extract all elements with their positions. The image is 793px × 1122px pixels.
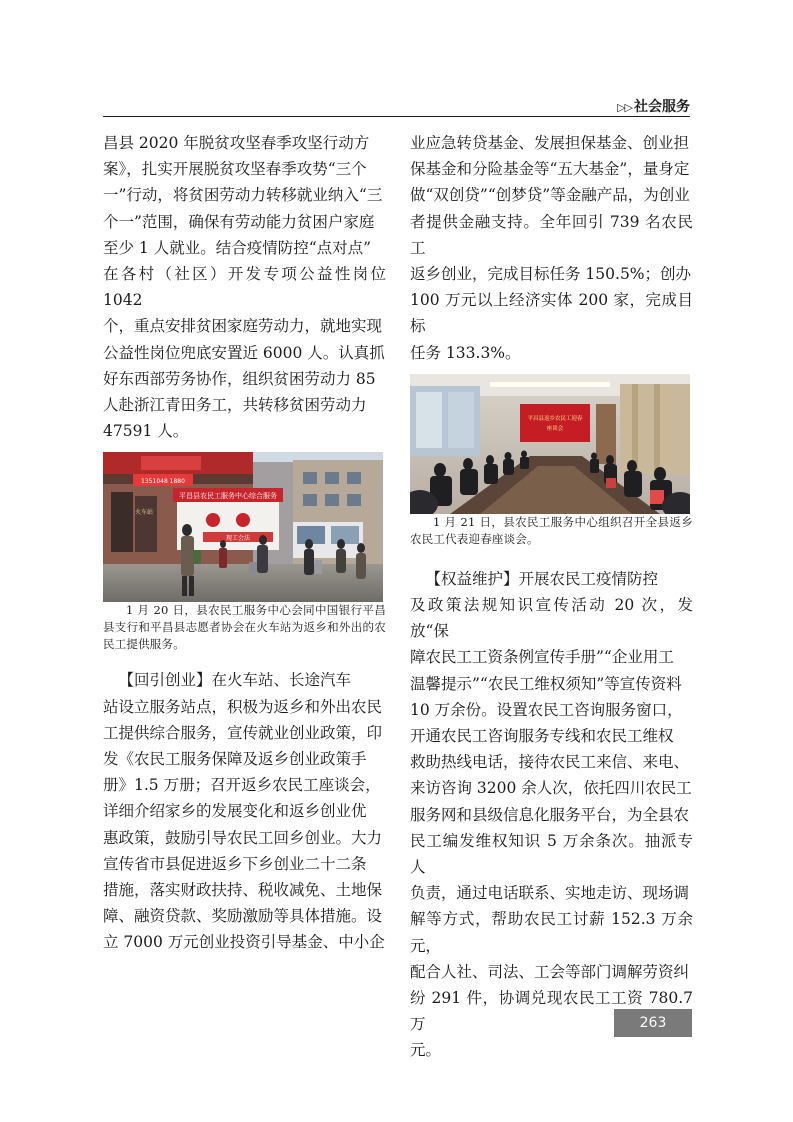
text-line: 返乡创业，完成目标任务 150.5%；创办 xyxy=(410,265,692,284)
text-line: 人赴浙江青田务工，共转移贫困劳动力 xyxy=(103,396,367,415)
left-paragraph-2 xyxy=(103,667,386,955)
meeting-photo xyxy=(410,374,690,514)
text-line: 任务 133.3%。 xyxy=(410,343,521,362)
screen-text-line2: 座谈会 xyxy=(546,425,564,432)
text-line: 在各村（社区）开发专项公益性岗位 1042 xyxy=(103,265,386,310)
text-line: 10 万余份。设置农民工咨询服务窗口， xyxy=(410,700,683,719)
section-title: 社会服务 xyxy=(634,99,690,115)
double-triangle-icon: ▷▷ xyxy=(617,101,632,114)
text-line: 元。 xyxy=(410,1041,442,1060)
text-line: 47591 人。 xyxy=(103,422,189,441)
section-header xyxy=(617,96,690,116)
text-line: 站设立服务站点，积极为返乡和外出农民 xyxy=(103,697,383,716)
text-line: 障农民工工资条例宣传手册”“企业用工 xyxy=(410,648,674,667)
text-line: 册》1.5 万册；召开返乡农民工座谈会， xyxy=(103,776,381,795)
page-number: 263 xyxy=(614,1009,692,1037)
text-line: 措施，落实财政扶持、税收减免、土地保 xyxy=(103,881,383,900)
right-paragraph-1 xyxy=(410,130,693,366)
banner-text: 平昌县农民工服务中心综合服务 xyxy=(179,492,277,501)
text-line: 来访咨询 3200 余人次，依托四川农民工 xyxy=(410,779,692,798)
text-line: 负责，通过电话联系、实地走访、现场调 xyxy=(410,884,690,903)
right-paragraph-2 xyxy=(410,566,693,1064)
text-line: 发《农民工服务保障及返乡创业政策手 xyxy=(103,750,367,769)
text-line: 做“双创贷”“创梦贷”等金融产品，为创业 xyxy=(410,186,690,205)
board-text: 现工会法 xyxy=(225,535,251,543)
text-line: 民工编发维权知识 5 万余条次。抽派专人 xyxy=(410,831,693,877)
text-line: 宣传省市县促进返乡下乡创业二十二条 xyxy=(103,854,367,873)
text-line: 开通农民工咨询服务专线和农民工维权 xyxy=(410,727,674,746)
text-line: 及政策法规知识宣传活动 20 次，发放“保 xyxy=(410,596,693,641)
text-line: 服务网和县级信息化服务平台，为全县农 xyxy=(410,805,690,824)
text-line: 100 万元以上经济实体 200 家，完成目标 xyxy=(410,291,693,336)
text-line: 解等方式，帮助农民工讨薪 152.3 万余元， xyxy=(410,910,693,955)
text-line: 开展农民工疫情防控 xyxy=(518,569,659,588)
text-line: 业应急转贷基金、发展担保基金、创业担 xyxy=(410,134,690,152)
text-line: 至少 1 人就业。结合疫情防控“点对点” xyxy=(103,238,372,257)
text-line: 惠政策，鼓励引导农民工回乡创业。大力 xyxy=(103,828,383,847)
text-line: 在火车站、长途汽车 xyxy=(211,671,352,690)
left-column xyxy=(103,130,386,956)
text-line: 公益性岗位兜底安置近 6000 人。认真抓 xyxy=(103,343,385,362)
screen-text-line1: 平昌县返乡农民工迎春 xyxy=(527,415,583,422)
photo-caption-right: 1 月 21 日，县农民工服务中心组织召开全县返乡农民工代表迎春座谈会。 xyxy=(410,514,693,546)
text-line: 配合人社、司法、工会等部门调解劳资纠 xyxy=(410,962,690,981)
meeting-photo-graphic xyxy=(410,374,690,514)
text-line: 好东西部劳务协作，组织贫困劳动力 85 xyxy=(103,369,376,388)
right-column xyxy=(410,130,693,1064)
text-line: 保基金和分险基金等“五大基金”，量身定 xyxy=(410,160,690,179)
text-line: 工提供综合服务，宣传就业创业政策，印 xyxy=(103,723,383,742)
text-line: 立 7000 万元创业投资引导基金、中小企 xyxy=(103,933,385,952)
sign-text: 1351048 1880 xyxy=(141,478,185,486)
text-line: 温馨提示”“农民工维权须知”等宣传资料 xyxy=(410,674,682,693)
text-line: 个，重点安排贫困家庭劳动力，就地实现 xyxy=(103,317,383,336)
station-text: 火车站 xyxy=(135,509,154,517)
section-heading: 【回引创业】 xyxy=(118,671,212,690)
text-line: 纷 291 件，协调兑现农民工工资 780.7 万 xyxy=(410,989,693,1034)
photo-caption-left: 1 月 20 日，县农民工服务中心会同中国银行平昌县支行和平昌县志愿者协会在火车站为返乡和外出的农民工提供服务。 xyxy=(103,603,386,652)
text-line: 一”行动，将贫困劳动力转移就业纳入“三 xyxy=(103,186,383,205)
text-line: 昌县 2020 年脱贫攻坚春季攻坚行动方 xyxy=(103,134,370,152)
text-line: 案》，扎实开展脱贫攻坚春季攻势“三个 xyxy=(103,160,367,179)
text-line: 详细介绍家乡的发展变化和返乡创业优 xyxy=(103,802,367,821)
text-line: 救助热线电话，接待农民工来信、来电、 xyxy=(410,753,690,772)
text-line: 障、融资贷款、奖励激励等具体措施。设 xyxy=(103,907,383,926)
train-station-photo xyxy=(103,452,383,602)
text-line: 者提供金融支持。全年回引 739 名农民工 xyxy=(410,212,693,257)
train-station-photo-graphic xyxy=(103,452,383,602)
header-divider xyxy=(103,116,690,117)
text-line: 个一”范围，确保有劳动能力贫困户家庭 xyxy=(103,212,375,231)
section-heading: 【权益维护】 xyxy=(425,569,519,588)
left-paragraph-1 xyxy=(103,130,386,444)
